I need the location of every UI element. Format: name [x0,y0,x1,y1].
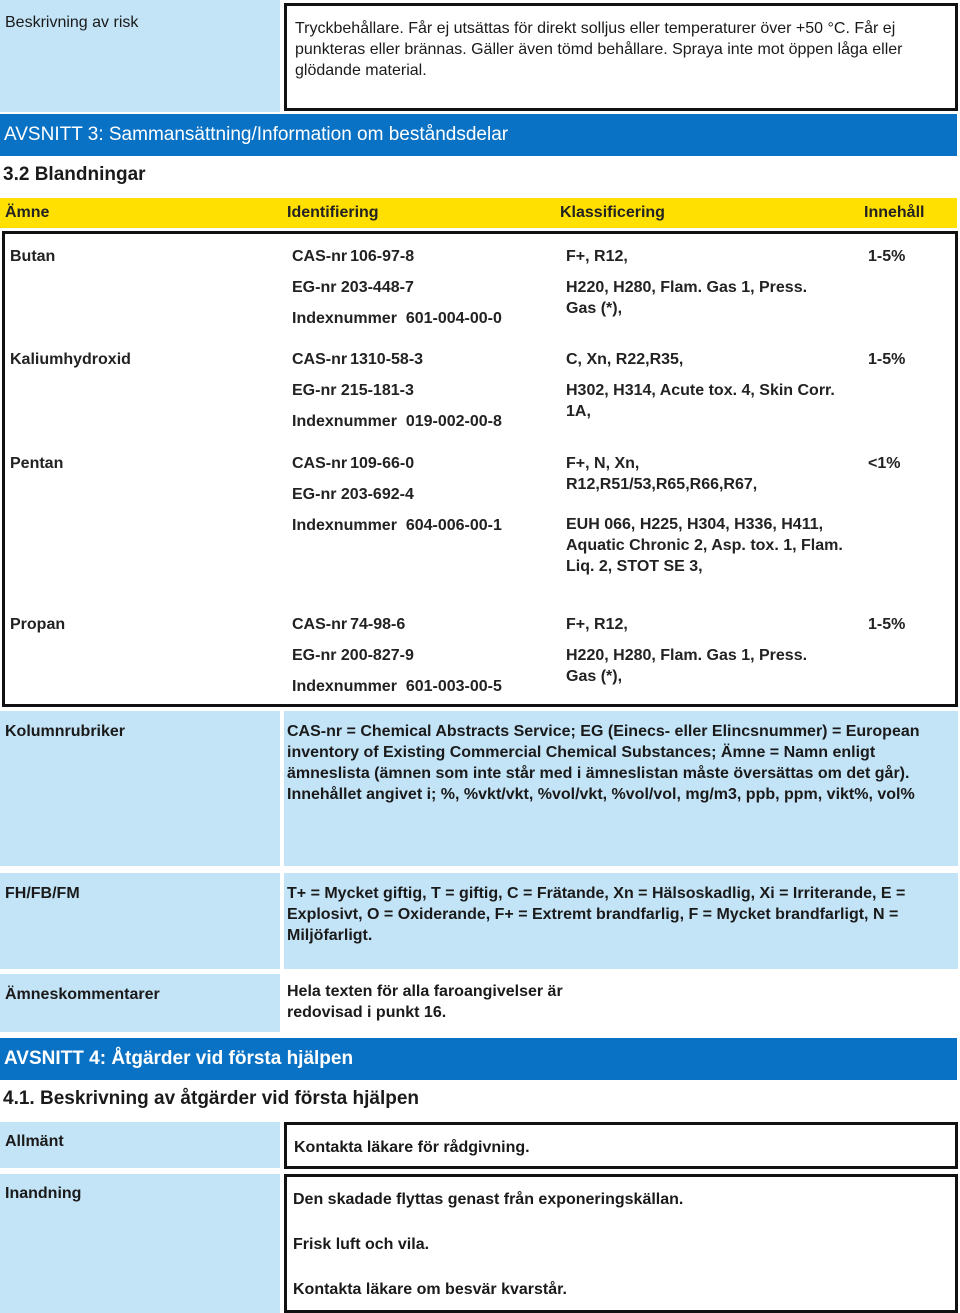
substance-comments-value: Hela texten för alla faroangivelser är redovisad i punkt 16. [287,983,563,1021]
header-identification: Identifiering [287,204,379,221]
cas-number: CAS-nr 109-66-0 [292,455,415,472]
header-classification: Klassificering [560,204,665,221]
classification-r: F+, R12, [566,248,628,265]
inhalation-label: Inandning [0,1174,280,1313]
substance-comments-label: Ämneskommentarer [0,974,280,1032]
classification-h: EUH 066, H225, H304, H336, H411, Aquatic Chronic 2, Asp. tox. 1, Flam. Liq. 2, STOT SE 3, [566,516,843,575]
column-headings-label: Kolumnrubriker [0,711,280,866]
cas-number: CAS-nr 74-98-6 [292,616,406,633]
cas-number: CAS-nr 1310-58-3 [292,351,424,368]
general-label: Allmänt [0,1122,280,1168]
general-text-box [284,1122,958,1169]
header-substance: Ämne [5,204,50,221]
eg-number: EG-nr 200-827-9 [292,647,414,664]
fh-fb-fm-text: T+ = Mycket giftig, T = giftig, C = Frätande, Xn = Hälsoskadlig, Xi = Irriterande, E = Explosivt, O = Oxiderande, F+ = Extremt brandfarlig, F = Mycket brandfarligt, N = Miljöfarligt. [284,873,958,969]
substance-name: Butan [10,248,56,265]
index-number: Indexnummer 601-004-00-0 [292,310,502,327]
section-3-2-heading: 3.2 Blandningar [3,164,146,185]
classification-h: H220, H280, Flam. Gas 1, Press. Gas (*), [566,647,808,685]
substance-name: Propan [10,616,66,633]
header-content: Innehåll [864,204,925,221]
substance-comments-text [284,974,958,1032]
eg-number: EG-nr 203-692-4 [292,486,414,503]
content-value: 1-5% [868,248,906,265]
classification-r: C, Xn, R22,R35, [566,351,684,368]
inhalation-line: Den skadade flyttas genast från exponeringskällan. [293,1191,684,1208]
inhalation-line: Kontakta läkare om besvär kvarstår. [293,1281,567,1298]
substance-table [2,231,958,707]
inhalation-line: Frisk luft och vila. [293,1236,430,1253]
cas-number: CAS-nr 106-97-8 [292,248,415,265]
content-value: <1% [868,455,901,472]
section-4-title: AVSNITT 4: Åtgärder vid första hjälpen [0,1038,957,1080]
section-4-1-heading: 4.1. Beskrivning av åtgärder vid första hjälpen [3,1088,420,1109]
classification-h: H220, H280, Flam. Gas 1, Press. Gas (*), [566,279,808,317]
substance-name: Kaliumhydroxid [10,351,131,368]
fh-fb-fm-label: FH/FB/FM [0,873,280,969]
risk-label [0,0,280,112]
risk-text-box [284,3,958,111]
risk-text: Tryckbehållare. Får ej utsättas för direkt solljus eller temperaturer över +50 °C. Får ej punkteras eller brännas. Gäller även tömd behållare. Spraya inte mot öppen låga eller glödande material. [295,20,903,79]
index-number: Indexnummer 601-003-00-5 [292,678,502,695]
content-value: 1-5% [868,616,906,633]
general-text: Kontakta läkare för rådgivning. [294,1139,530,1156]
section-3-title: AVSNITT 3: Sammansättning/Information om beståndsdelar [0,114,957,156]
eg-number: EG-nr 215-181-3 [292,382,414,399]
column-headings-text: CAS-nr = Chemical Abstracts Service; EG (Einecs- eller Elincsnummer) = European inventory of Existing Commercial Chemical Substances; Ämne = Namn enligt ämneslista (ämnen som inte står med i ämneslistan måste översättas om det går). Innehållet angivet i; %, %vkt/vkt, %vol/vkt, %vol/vol, mg/m3, ppb, ppm, vikt%, vol% [284,711,958,866]
index-number: Indexnummer 019-002-00-8 [292,413,502,430]
content-value: 1-5% [868,351,906,368]
classification-h: H302, H314, Acute tox. 4, Skin Corr. 1A, [566,382,835,420]
substance-name: Pentan [10,455,64,472]
index-number: Indexnummer 604-006-00-1 [292,517,502,534]
classification-r: F+, N, Xn, R12,R51/53,R65,R66,R67, [566,455,758,493]
inhalation-text-box [284,1174,958,1313]
eg-number: EG-nr 203-448-7 [292,279,414,296]
risk-label-text: Beskrivning av risk [5,14,139,31]
substance-table-header [0,198,957,228]
classification-r: F+, R12, [566,616,628,633]
